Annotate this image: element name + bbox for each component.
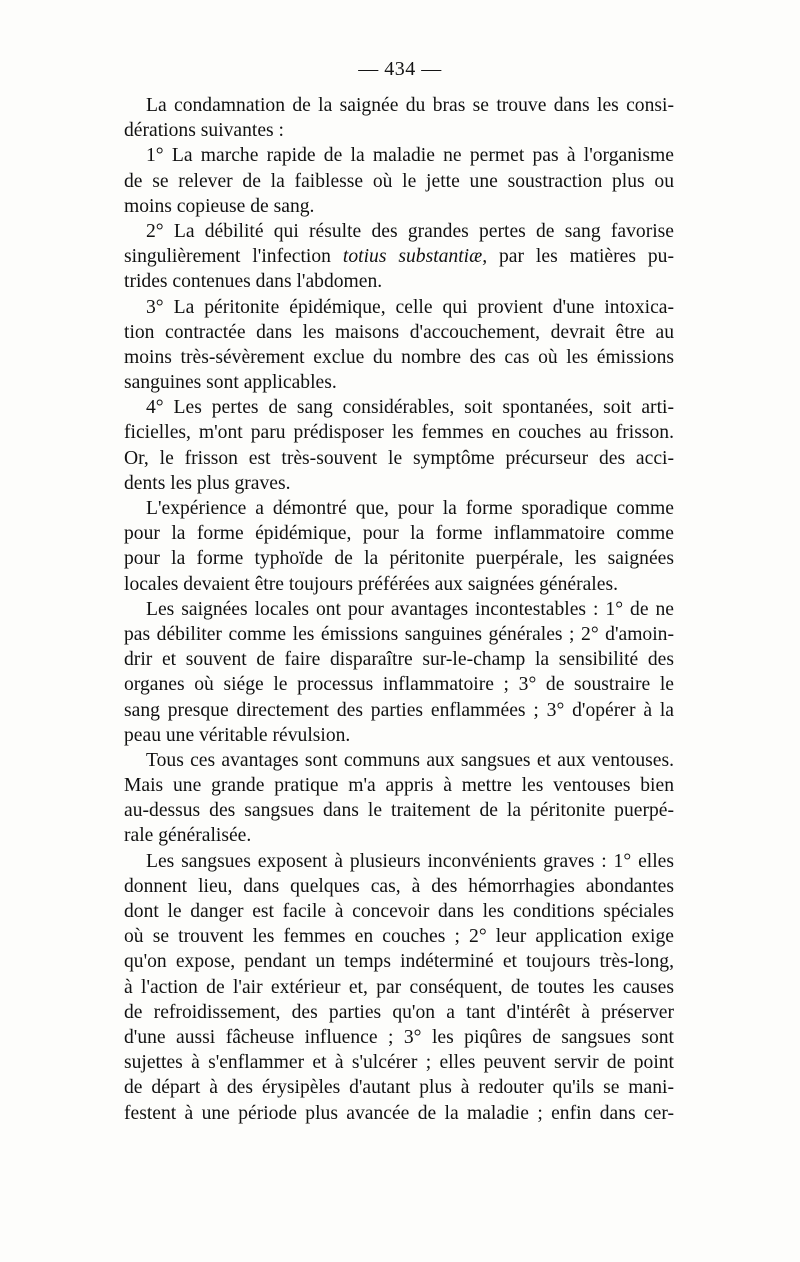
- latin-phrase: totius substantiæ,: [342, 246, 488, 268]
- text-line: 2° La débilité qui résulte des grandes pertes de sang favorise: [146, 220, 674, 242]
- text-line: Mais une grande pratique m'a appris à mettre les ventouses bien: [124, 775, 674, 797]
- text-line: donnent lieu, dans quelques cas, à des hémorrhagies abondantes: [124, 875, 674, 897]
- text-line: peau une véritable révulsion.: [124, 724, 351, 746]
- text-line: dont le danger est facile à concevoir dans les conditions spéciales: [124, 901, 674, 922]
- text-line: Les saignées locales ont pour avantages incontestables : 1° de ne: [146, 598, 674, 620]
- text-line: où se trouvent les femmes en couches ; 2° leur application exige: [124, 926, 674, 948]
- text-line: de se relever de la faiblesse où le jette une soustraction plus ou: [124, 170, 674, 192]
- text-line: dérations suivantes :: [124, 120, 284, 142]
- text-line: tion contractée dans les maisons d'accouchement, devrait être au: [124, 321, 674, 343]
- text-line: moins très-sévèrement exclue du nombre des cas où les émissions: [124, 346, 674, 368]
- text-line: L'expérience a démontré que, pour la forme sporadique comme: [146, 498, 674, 519]
- text-line: Tous ces avantages sont communs aux sangsues et aux ventouses.: [146, 749, 674, 771]
- text-line: [124, 244, 674, 269]
- text-line: pour la forme typhoïde de la péritonite puerpérale, les saignées: [124, 548, 674, 570]
- text-line: d'une aussi fâcheuse influence ; 3° les piqûres de sangsues sont: [124, 1026, 674, 1048]
- text-line: 3° La péritonite épidémique, celle qui provient d'une intoxica-: [146, 296, 674, 318]
- text-line: sang presque directement des parties enflammées ; 3° d'opérer à la: [124, 699, 674, 721]
- text-line: au-dessus des sangsues dans le traitement de la péritonite puerpé-: [124, 800, 674, 822]
- text-segment: par les matières pu-: [487, 246, 675, 268]
- text-line: organes où siége le processus inflammatoire ; 3° de soustraire le: [124, 674, 674, 696]
- text-line: à l'action de l'air extérieur et, par conséquent, de toutes les causes: [124, 976, 674, 998]
- text-line: sujettes à s'enflammer et à s'ulcérer ; elles peuvent servir de point: [124, 1052, 674, 1074]
- text-line: 1° La marche rapide de la maladie ne permet pas à l'organisme: [146, 145, 674, 167]
- text-line: festent à une période plus avancée de la maladie ; enfin dans cer-: [124, 1102, 674, 1124]
- text-line: moins copieuse de sang.: [124, 195, 315, 217]
- text-segment: singulièrement l'infection: [124, 246, 343, 268]
- text-line: rale généralisée.: [124, 825, 252, 847]
- text-line: trides contenues dans l'abdomen.: [124, 271, 383, 293]
- text-line: Les sangsues exposent à plusieurs inconvénients graves : 1° elles: [146, 850, 674, 872]
- text-line: 4° Les pertes de sang considérables, soit spontanées, soit arti-: [146, 397, 674, 419]
- text-line: pas débiliter comme les émissions sanguines générales ; 2° d'amoin-: [124, 623, 674, 645]
- page-number: — 434 —: [358, 58, 442, 80]
- text-line: qu'on expose, pendant un temps indéterminé et toujours très-long,: [124, 951, 674, 973]
- text-line: de refroidissement, des parties qu'on a tant d'intérêt à préserver: [124, 1001, 674, 1023]
- text-line: drir et souvent de faire disparaître sur-le-champ la sensibilité des: [124, 649, 674, 671]
- text-line: dents les plus graves.: [124, 472, 291, 494]
- text-line: pour la forme épidémique, pour la forme inflammatoire comme: [124, 523, 674, 545]
- text-line: ficielles, m'ont paru prédisposer les femmes en couches au frisson.: [124, 422, 674, 444]
- body-text: [124, 93, 674, 1126]
- text-line: de départ à des érysipèles d'autant plus à redouter qu'ils se mani-: [124, 1077, 674, 1099]
- text-line: Or, le frisson est très-souvent le symptôme précurseur des acci-: [124, 447, 674, 469]
- text-line: sanguines sont applicables.: [124, 372, 337, 394]
- text-line: La condamnation de la saignée du bras se trouve dans les consi-: [146, 95, 674, 116]
- text-line: locales devaient être toujours préférées aux saignées générales.: [124, 573, 618, 595]
